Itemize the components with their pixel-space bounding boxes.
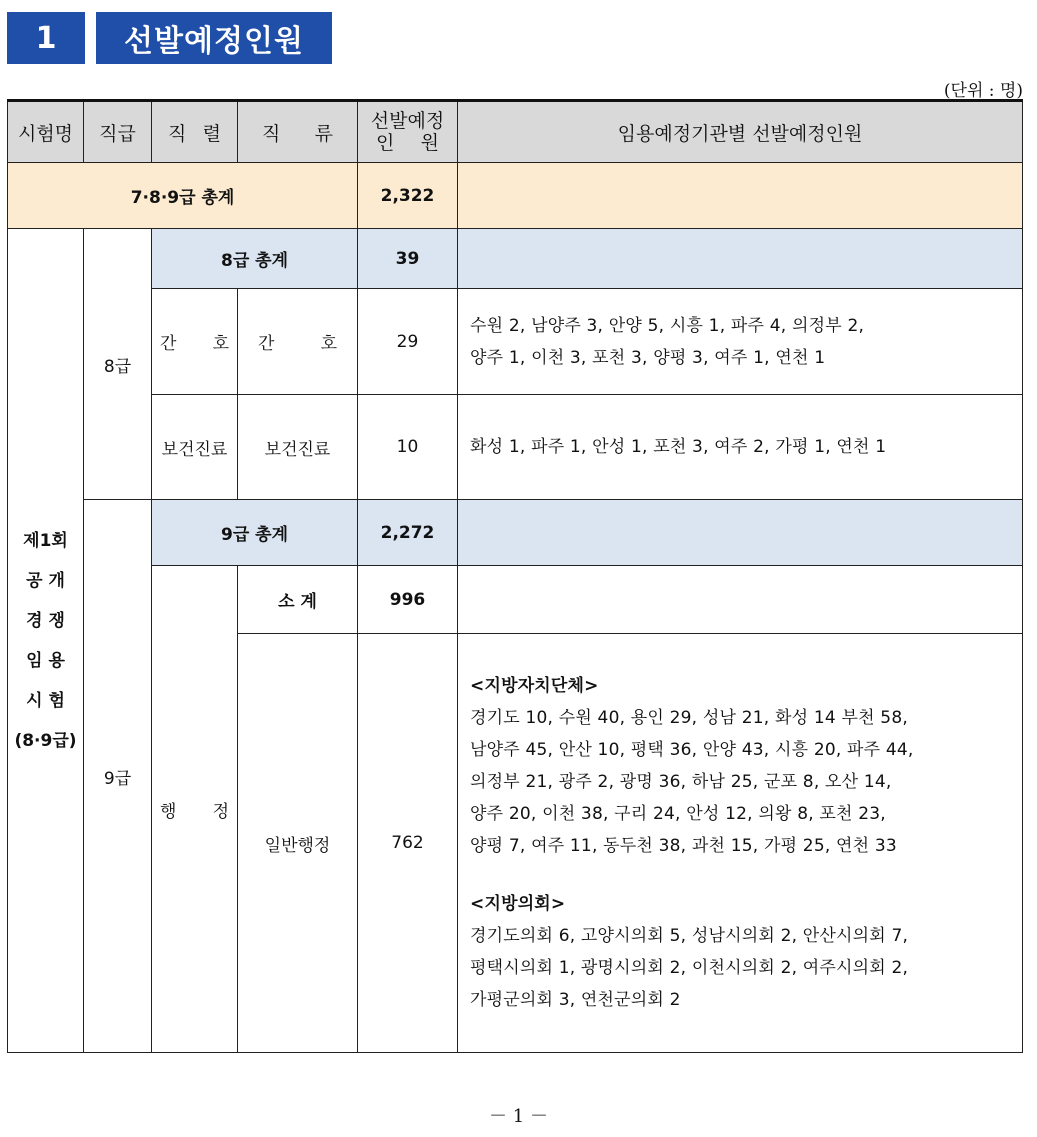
grand-total-row [8, 163, 1023, 229]
type-health: 보건진료 [238, 395, 358, 500]
header-exam: 시험명 [8, 101, 84, 163]
exam-name: 제1회 공 개 경 쟁 임 용 시 험 (8·9급) [8, 229, 84, 1053]
header-grade: 직급 [84, 101, 152, 163]
header-count: 선발예정 인 원 [358, 101, 458, 163]
count-general-admin: 762 [358, 634, 458, 1053]
grade8-total-label: 8급 총계 [152, 229, 358, 289]
count-health: 10 [358, 395, 458, 500]
header-detail: 임용예정기관별 선발예정인원 [458, 101, 1023, 163]
grade9-label: 9급 [84, 500, 152, 1053]
type-general-admin: 일반행정 [238, 634, 358, 1053]
subtotal-row [8, 566, 1023, 634]
grade9-total-label: 9급 총계 [152, 500, 358, 566]
section-title: 선발예정인원 [96, 12, 332, 64]
header-series: 직 렬 [152, 101, 238, 163]
count-nursing: 29 [358, 289, 458, 395]
selection-table [7, 99, 1023, 1053]
subtotal-label: 소 계 [238, 566, 358, 634]
detail-general-admin: <지방자치단체> 경기도 10, 수원 40, 용인 29, 성남 21, 화성 14 부천 58, 남양주 45, 안산 10, 평택 36, 안양 43, 시흥 20, 파주 44, 의정부 21, 광주 2, 광명 36, 하남 25, 군포 8, 오산 14, 양주 20, 이천 38, 구리 24, 안성 12, 의왕 8, 포천 23, 양평 7, 여주 11, 동두천 38, 과천 15, 가평 25, 연천 33 <지방의회> 경기도의회 6, 고양시의회 5, 성남시의회 2, 안산시의회 7, 평택시의회 1, 광명시의회 2, 이천시의회 2, 여주시의회 2, 가평군의회 3, 연천군의회 2 [458, 634, 1023, 1053]
series-nursing: 간 호 [152, 289, 238, 395]
grand-total-count: 2,322 [358, 163, 458, 229]
table-row [8, 395, 1023, 500]
grade9-total-row [8, 500, 1023, 566]
grade8-label: 8급 [84, 229, 152, 500]
grade8-total-row [8, 229, 1023, 289]
type-nursing: 간 호 [238, 289, 358, 395]
subtotal-count: 996 [358, 566, 458, 634]
header-row [8, 101, 1023, 163]
table-row [8, 289, 1023, 395]
grand-total-label: 7·8·9급 총계 [8, 163, 358, 229]
unit-label: (단위 : 명) [943, 81, 1023, 101]
series-health: 보건진료 [152, 395, 238, 500]
grade8-total-count: 39 [358, 229, 458, 289]
detail-nursing: 수원 2, 남양주 3, 안양 5, 시흥 1, 파주 4, 의정부 2, 양주 1, 이천 3, 포천 3, 양평 3, 여주 1, 연천 1 [458, 289, 1023, 395]
series-admin: 행 정 [152, 566, 238, 1053]
page-number: － 1 － [489, 1106, 548, 1127]
section-number: 1 [7, 12, 85, 64]
header-type: 직 류 [238, 101, 358, 163]
grade9-total-count: 2,272 [358, 500, 458, 566]
detail-health: 화성 1, 파주 1, 안성 1, 포천 3, 여주 2, 가평 1, 연천 1 [458, 395, 1023, 500]
